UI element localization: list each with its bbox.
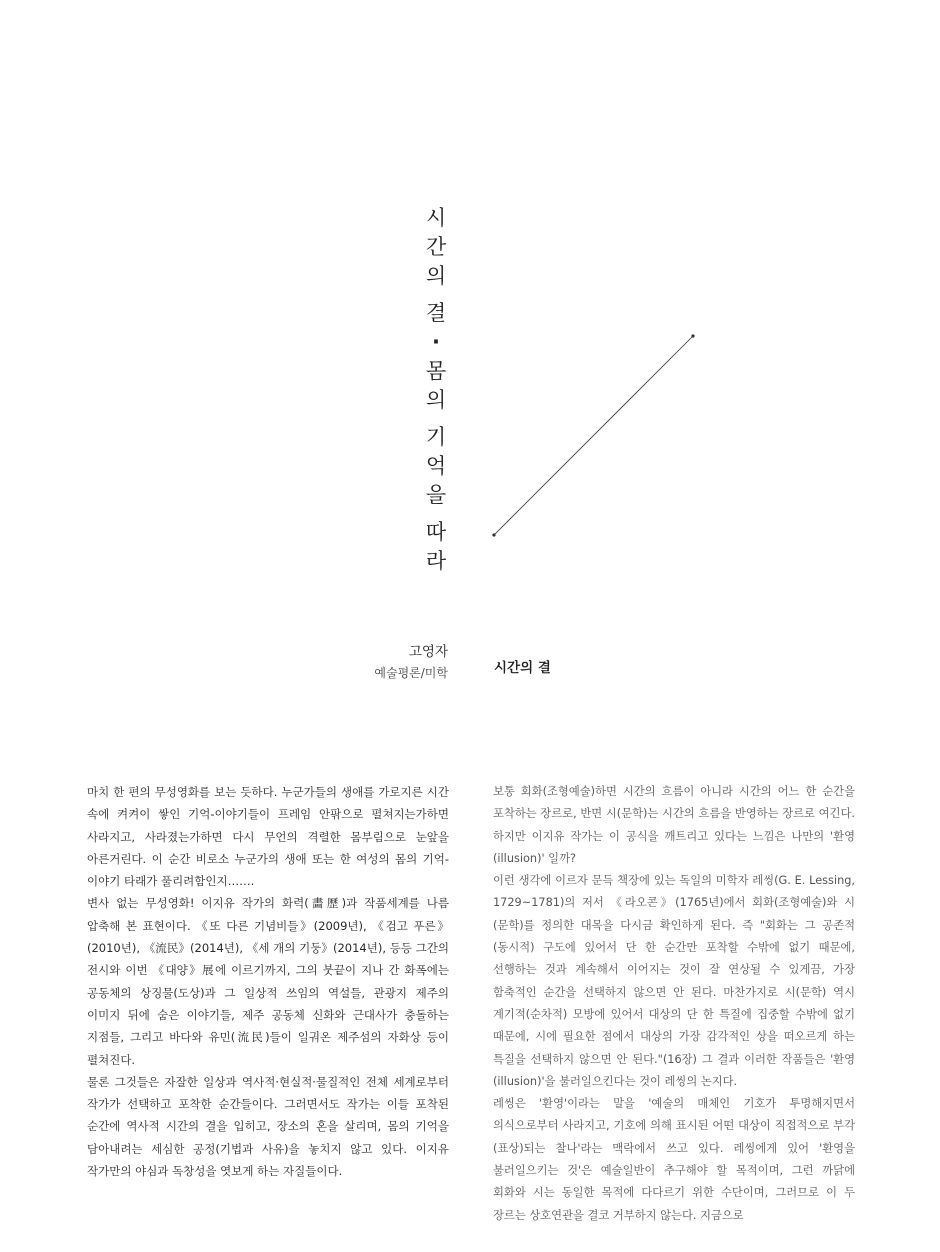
line-endpoint-dot [492, 533, 495, 536]
title-char: 억 [425, 454, 447, 478]
title-char: 간 [425, 235, 447, 259]
title-char: 을 [425, 483, 447, 507]
author-role: 예술평론/미학 [374, 666, 448, 680]
left-text-column [87, 781, 449, 1182]
section-title: 시간의 결 [494, 660, 551, 676]
line-endpoint-dot [691, 334, 694, 337]
title-char: 기 [425, 425, 447, 449]
author-block [374, 643, 448, 682]
paragraph: 보통 회화(조형예술)하면 시간의 흐름이 아니라 시간의 어느 한 순간을 포착하는 장르로, 반면 시(문학)는 시간의 흐름을 반영하는 장르로 여긴다. 하지만 이지유 작가는 이 공식을 깨트리고 있다는 느낌은 나만의 '환영(illusion)' 일까? [493, 785, 855, 865]
paragraph: 이런 생각에 이르자 문득 책장에 있는 독일의 미학자 레씽(G. E. Lessing, 1729~1781)의 저서 《라오콘》(1765년)에서 회화(조형예술)와 시(문학)를 정의한 대목을 다시금 확인하게 된다. 즉 "회화는 그 공존적(동시적) 구도에 있어서 단 한 순간만 포착할 수밖에 없기 때문에, 선행하는 것과 계속해서 이어지는 것이 잘 연상될 수 있게끔, 가장 함축적인 순간을 선택하지 않으면 안 된다. 마찬가지로 시(문학) 역시 계기적(순차적) 모방에 있어서 대상의 단 한 특질에 집중할 수밖에 없기 때문에, 시에 필요한 점에서 대상의 가장 감각적인 상을 떠오르게 하는 특질을 선택하지 않으면 안 된다."(16장) 그 결과 이러한 작품들은 '환영(illusion)'을 불러일으킨다는 것이 레씽의 논지다. [493, 874, 855, 1088]
paragraph: 레씽은 '환영'이라는 말을 '예술의 매체인 기호가 투명해지면서 의식으로부터 사라지고, 기호에 의해 표시된 어떤 대상이 직접적으로 부각(표상)되는 찰나'라는 맥락에서 쓰고 있다. 레씽에게 있어 '환영을 불러일으키는 것'은 예술일반이 추구해야 할 목적이며, 그런 까닭에 회화와 시는 동일한 목적에 다다르기 위한 수단이며, 그러므로 이 두 장르는 상호연관을 결코 거부하지 않는다. 지금으로 [493, 1097, 855, 1222]
title-char: 결 [425, 301, 447, 325]
title-char: · [432, 330, 440, 354]
paragraph: 변사 없는 무성영화! 이지유 작가의 화력(畵歷)과 작품세계를 나름 압축해 본 표현이다. 《또 다른 기념비들》(2009년), 《검고 푸른》(2010년), 《流民》(2014년), 《세 개의 기둥》(2014년), 등등 그간의 전시와 이번 《대양》展에 이르기까지, 그의 붓끝이 지나 간 화폭에는 공동체의 상징물(도상)과 그 일상적 쓰임의 역설들, 관광지 제주의 이미지 뒤에 숨은 이야기들, 제주 공동체 신화와 근대사가 충돌하는 지점들, 그리고 바다와 유민(流民)들이 일궈온 제주섬의 자화상 등이 펼쳐진다. [87, 896, 449, 1067]
vertical-title [420, 204, 452, 576]
author-name: 고영자 [408, 644, 448, 660]
title-char: 따 [425, 520, 447, 544]
title-char: 의 [425, 264, 447, 288]
title-char: 의 [425, 388, 447, 412]
right-text-column [493, 781, 855, 1227]
title-char: 몸 [425, 359, 447, 383]
paragraph: 물론 그것들은 자잘한 일상과 역사적·현실적·물질적인 전체 세계로부터 작가가 선택하고 포착한 순간들이다. 그러면서도 작가는 이들 포착된 순간에 역사적 시간의 결을 입히고, 장소의 혼을 살리며, 몸의 기억을 담아내려는 세심한 공정(기법과 사유)을 놓치지 않고 있다. 이지유 작가만의 야심과 독창성을 엿보게 하는 자질들이다. [87, 1074, 449, 1179]
title-char: 시 [425, 206, 447, 230]
paragraph: 마치 한 편의 무성영화를 보는 듯하다. 누군가들의 생애를 가로지른 시간 속에 켜켜이 쌓인 기억-이야기들이 프레임 안팎으로 펼쳐지는가하면 사라지고, 사라졌는가하면 다시 무언의 격렬한 몸부림으로 눈앞을 아른거린다. 이 순간 비로소 누군가의 생애 또는 한 여성의 몸의 기억-이야기 타래가 풀리려함인지……. [87, 785, 449, 889]
title-char: 라 [425, 549, 447, 573]
